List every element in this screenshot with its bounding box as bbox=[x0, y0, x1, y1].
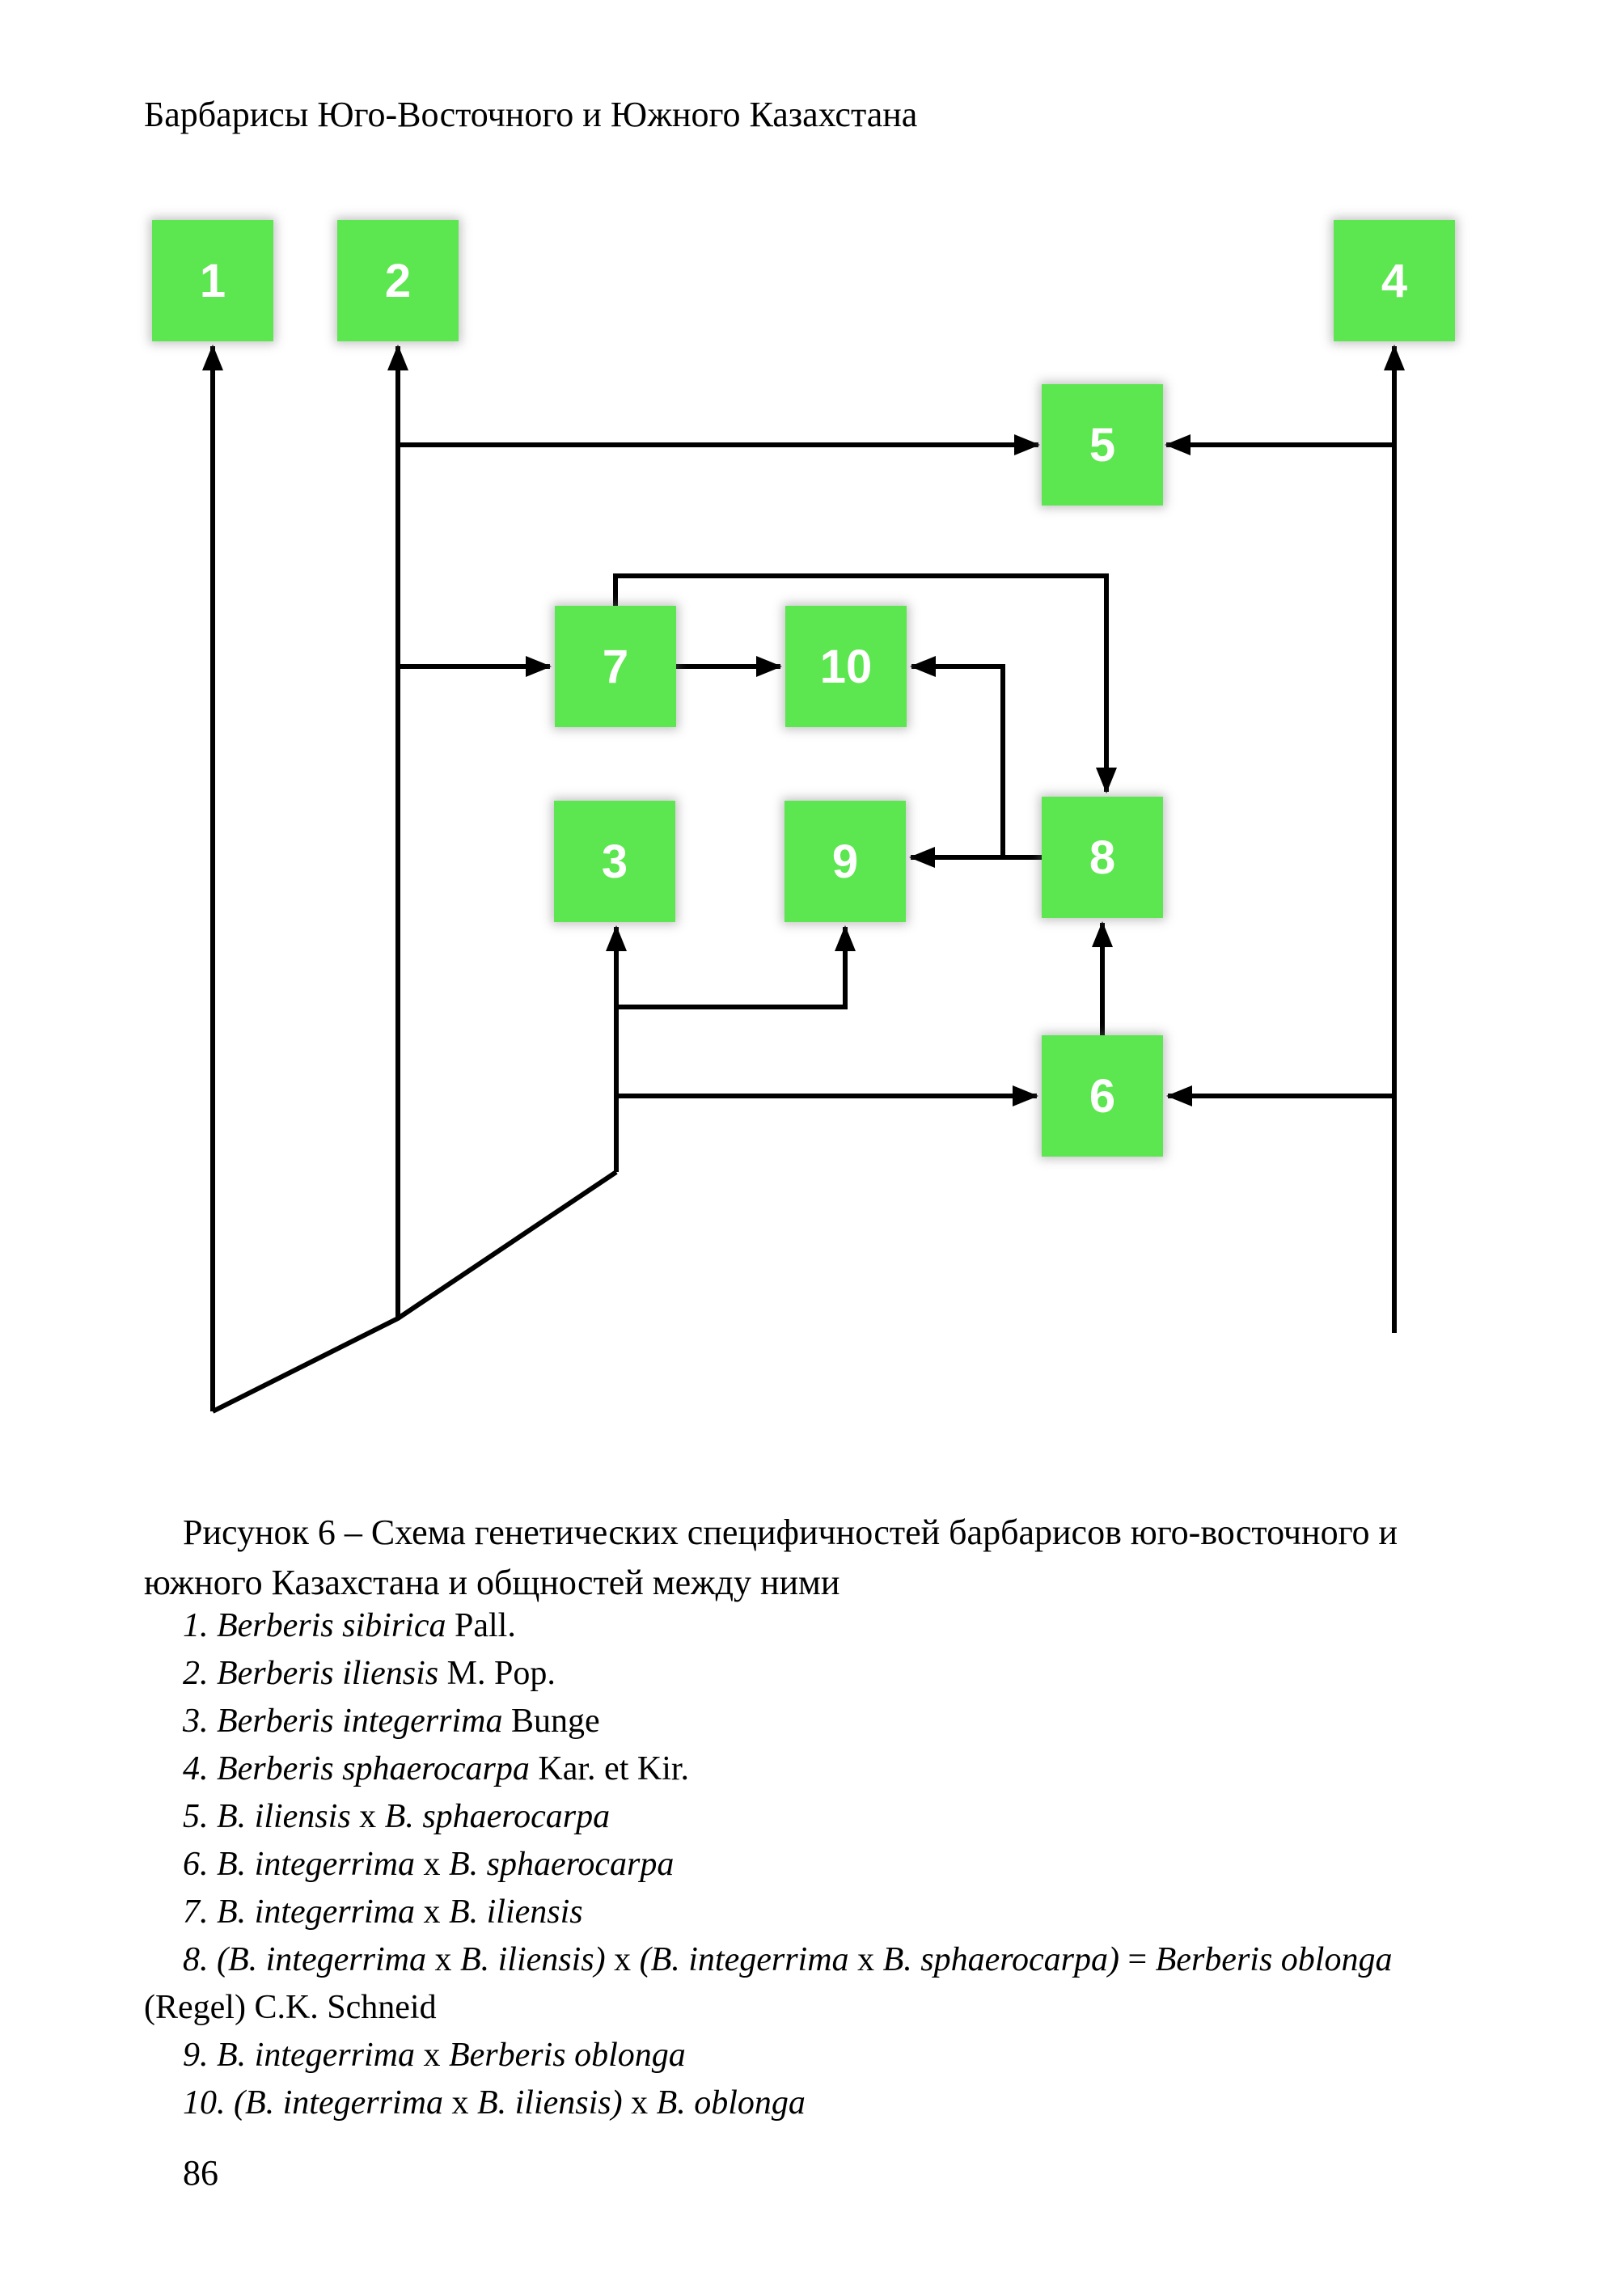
diagram-node-9 bbox=[785, 801, 906, 922]
diagram-node-6 bbox=[1042, 1035, 1163, 1157]
diagram-node-5 bbox=[1042, 384, 1163, 506]
legend-item-7: 7. B. integerrima x B. iliensis bbox=[183, 1893, 583, 1931]
arrow-8-to-10 bbox=[911, 666, 1003, 857]
legend-item-2: 2. Berberis iliensis M. Pop. bbox=[183, 1655, 556, 1692]
legend-item-5: 5. B. iliensis x B. sphaerocarpa bbox=[183, 1798, 611, 1835]
page-header-title: Барбарисы Юго-Восточного и Южного Казахстана bbox=[144, 95, 918, 134]
genetics-diagram bbox=[0, 186, 1624, 1480]
diagram-node-2 bbox=[337, 220, 459, 341]
page-number: 86 bbox=[183, 2153, 218, 2193]
legend-item-6: 6. B. integerrima x B. sphaerocarpa bbox=[183, 1846, 675, 1883]
legend-item-1: 1. Berberis sibirica Pall. bbox=[183, 1607, 516, 1644]
figure-caption bbox=[144, 1508, 1503, 1608]
node-5-label: 5 bbox=[1089, 418, 1116, 472]
legend-item-8: 8. (B. integerrima x B. iliensis) x (B. integerrima x B. sphaerocarpa) = Berberis oblonga bbox=[183, 1941, 1393, 1978]
node-6-label: 6 bbox=[1089, 1069, 1116, 1123]
node-1-label: 1 bbox=[199, 254, 226, 307]
diagram-node-4 bbox=[1334, 220, 1455, 341]
node-9-label: 9 bbox=[831, 835, 859, 888]
node-7-label: 7 bbox=[602, 640, 629, 693]
legend-item-4: 4. Berberis sphaerocarpa Kar. et Kir. bbox=[183, 1750, 690, 1787]
arrow-3line-to-9 bbox=[616, 927, 845, 1007]
diagram-node-1 bbox=[152, 220, 273, 341]
node-2-label: 2 bbox=[384, 254, 412, 307]
species-legend bbox=[144, 1602, 1519, 2127]
node-8-label: 8 bbox=[1089, 831, 1116, 884]
diagram-node-3 bbox=[554, 801, 675, 922]
diagram-node-7 bbox=[555, 606, 676, 727]
figure-caption-line-2: южного Казахстана и общностей между ними bbox=[144, 1563, 840, 1602]
figure-caption-line-1: Рисунок 6 – Схема генетических специфичностей барбарисов юго-восточного и bbox=[183, 1512, 1398, 1552]
legend-item-10: 10. (B. integerrima x B. iliensis) x B. oblonga bbox=[183, 2084, 806, 2122]
diagram-node-8 bbox=[1042, 797, 1163, 918]
diagram-node-10 bbox=[785, 606, 907, 727]
legend-item-9: 9. B. integerrima x Berberis oblonga bbox=[183, 2037, 686, 2074]
legend-item-3: 3. Berberis integerrima Bunge bbox=[183, 1703, 600, 1740]
root-polyline bbox=[213, 1172, 616, 1411]
node-10-label: 10 bbox=[819, 640, 873, 693]
legend-item-8-continuation: (Regel) C.K. Schneid bbox=[144, 1989, 437, 2026]
node-4-label: 4 bbox=[1381, 254, 1408, 307]
node-3-label: 3 bbox=[601, 835, 628, 888]
